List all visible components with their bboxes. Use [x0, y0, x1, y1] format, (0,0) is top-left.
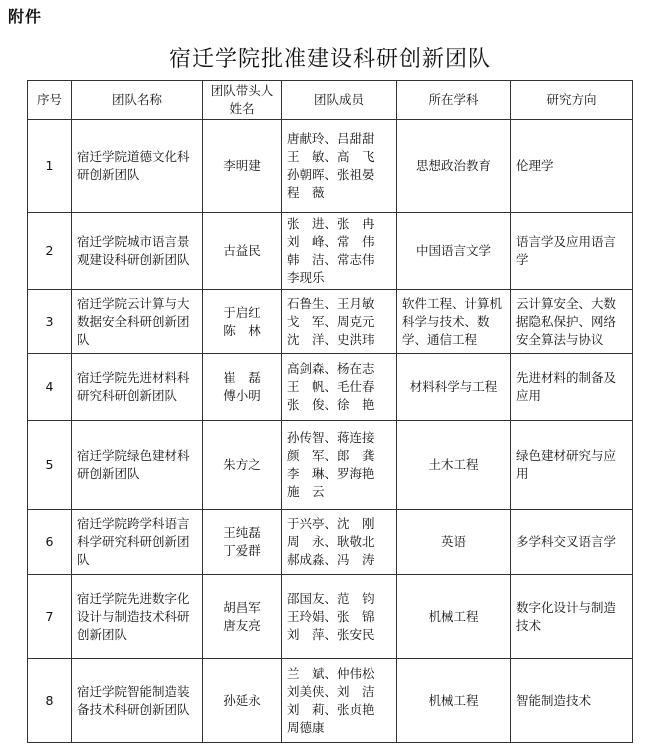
row-number: 6 [28, 510, 72, 575]
team-leader: 胡昌军 唐友亮 [203, 575, 282, 659]
attachment-label: 附件 [8, 7, 43, 26]
team-name: 宿迁学院道德文化科研创新团队 [72, 120, 203, 213]
team-leader: 李明建 [203, 120, 282, 213]
team-table [27, 80, 633, 743]
team-leader: 朱方之 [203, 421, 282, 510]
header-no: 序号 [28, 81, 72, 120]
table-row [28, 213, 633, 290]
row-number: 7 [28, 575, 72, 659]
page-title: 宿迁学院批准建设科研创新团队 [168, 47, 491, 72]
team-name: 宿迁学院先进数字化设计与制造技术科研创新团队 [72, 575, 203, 659]
team-members: 唐献玲、吕甜甜 王 敏、高 飞 孙朝晖、张祖晏 程 薇 [282, 120, 397, 213]
team-direction: 多学科交叉语言学 [511, 510, 633, 575]
team-members: 兰 斌、仲伟松 刘美侠、刘 洁 刘 莉、张贞艳 周德康 [282, 659, 397, 743]
team-members: 邵国友、范 钧 王玲娟、张 锦 刘 萍、张安民 [282, 575, 397, 659]
team-members: 张 进、张 冉 刘 峰、常 伟 韩 洁、常志伟 李现乐 [282, 213, 397, 290]
team-members: 于兴亭、沈 刚 周 永、耿敬北 郝成淼、冯 涛 [282, 510, 397, 575]
header-team-name: 团队名称 [72, 81, 203, 120]
header-leader: 团队带头人姓名 [203, 81, 282, 120]
team-direction: 语言学及应用语言学 [511, 213, 633, 290]
team-name: 宿迁学院智能制造装备技术科研创新团队 [72, 659, 203, 743]
row-number: 1 [28, 120, 72, 213]
table-header-row [28, 81, 633, 120]
table-row [28, 575, 633, 659]
row-number: 8 [28, 659, 72, 743]
team-name: 宿迁学院先进材料科研究科研创新团队 [72, 354, 203, 421]
team-direction: 绿色建材研究与应用 [511, 421, 633, 510]
team-direction: 云计算安全、大数据隐私保护、网络安全算法与协议 [511, 290, 633, 354]
team-subject: 土木工程 [397, 421, 511, 510]
team-direction: 数字化设计与制造技术 [511, 575, 633, 659]
team-members: 石鲁生、王月敏 戈 军、周克元 沈 洋、史洪玮 [282, 290, 397, 354]
table-row [28, 659, 633, 743]
table-row [28, 120, 633, 213]
team-subject: 中国语言文学 [397, 213, 511, 290]
team-subject: 英语 [397, 510, 511, 575]
row-number: 3 [28, 290, 72, 354]
table-row [28, 290, 633, 354]
team-members: 高剑森、杨在志 王 帆、毛仕春 张 俊、徐 艳 [282, 354, 397, 421]
team-name: 宿迁学院跨学科语言科学研究科研创新团队 [72, 510, 203, 575]
team-leader: 王纯磊 丁爱群 [203, 510, 282, 575]
team-subject: 软件工程、计算机科学与技术、数学、通信工程 [397, 290, 511, 354]
team-subject: 机械工程 [397, 659, 511, 743]
team-leader: 孙延永 [203, 659, 282, 743]
team-name: 宿迁学院云计算与大数据安全科研创新团队 [72, 290, 203, 354]
team-direction: 智能制造技术 [511, 659, 633, 743]
team-subject: 材料科学与工程 [397, 354, 511, 421]
team-name: 宿迁学院城市语言景观建设科研创新团队 [72, 213, 203, 290]
table-row [28, 421, 633, 510]
team-members: 孙传智、蒋连接 颜 军、郎 龚 李 琳、罗海艳 施 云 [282, 421, 397, 510]
team-subject: 思想政治教育 [397, 120, 511, 213]
row-number: 5 [28, 421, 72, 510]
table-row [28, 510, 633, 575]
header-subject: 所在学科 [397, 81, 511, 120]
team-name: 宿迁学院绿色建材科研创新团队 [72, 421, 203, 510]
team-leader: 古益民 [203, 213, 282, 290]
row-number: 2 [28, 213, 72, 290]
header-direction: 研究方向 [511, 81, 633, 120]
team-leader: 崔 磊 傅小明 [203, 354, 282, 421]
team-leader: 于启红 陈 林 [203, 290, 282, 354]
team-direction: 伦理学 [511, 120, 633, 213]
row-number: 4 [28, 354, 72, 421]
team-direction: 先进材料的制备及应用 [511, 354, 633, 421]
team-subject: 机械工程 [397, 575, 511, 659]
header-members: 团队成员 [282, 81, 397, 120]
table-row [28, 354, 633, 421]
